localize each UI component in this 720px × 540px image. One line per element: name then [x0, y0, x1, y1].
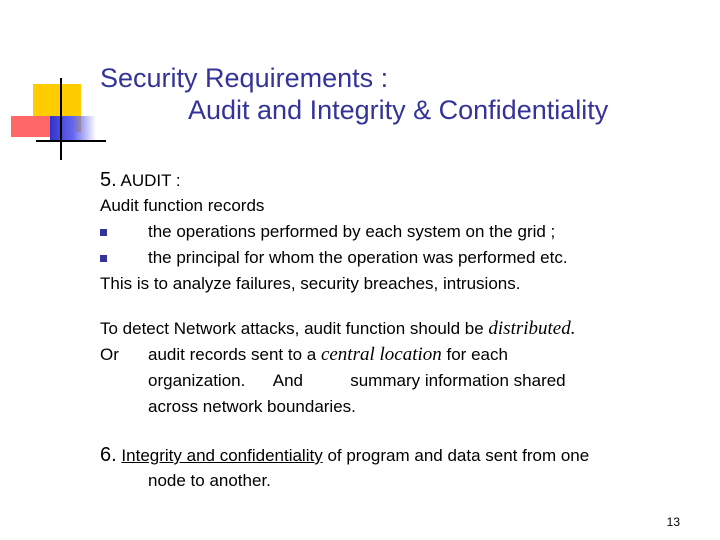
section-6-rest: of program and data sent from one	[322, 446, 590, 465]
slide-title	[100, 62, 608, 126]
title-line-1: Security Requirements :	[100, 63, 389, 93]
bullet-square-icon	[100, 255, 107, 262]
bullet-text: the principal for whom the operation was performed etc.	[148, 248, 568, 267]
section-5-heading	[100, 167, 700, 193]
title-line-2: Audit and Integrity & Confidentiality	[188, 95, 609, 125]
section-6-number: 6.	[100, 444, 117, 466]
detect-italic: distributed.	[488, 318, 576, 339]
or-italic: central location	[320, 344, 442, 365]
bullet-text: the operations performed by each system on the grid ;	[148, 222, 556, 241]
decor-blue-bar	[50, 116, 96, 142]
section-6-underlined: Integrity and confidentiality	[121, 446, 323, 465]
section-6-line-2	[100, 468, 700, 494]
across-line	[100, 394, 700, 420]
detect-text: To detect Network attacks, audit function should be	[100, 319, 489, 338]
or-label: Or	[100, 345, 119, 364]
section-5-label: AUDIT :	[120, 171, 181, 190]
page-number: 13	[666, 515, 680, 529]
section-6-line	[100, 442, 700, 468]
organization-line	[100, 368, 700, 394]
across-text: across network boundaries.	[148, 397, 356, 416]
organization-text: organization. And summary information shared	[148, 371, 566, 390]
audit-records-line: Audit function records	[100, 196, 265, 215]
section-5-number: 5.	[100, 169, 117, 191]
decor-horizontal-line	[36, 140, 106, 142]
bullet-square-icon	[100, 229, 107, 236]
bullet-item	[100, 219, 700, 245]
or-prefix: audit records sent to a	[148, 345, 321, 364]
decor-vertical-line	[60, 78, 62, 160]
section-6-line-2-text: node to another.	[148, 471, 271, 490]
or-line	[100, 342, 700, 368]
slide-body	[100, 167, 700, 494]
detect-line	[100, 316, 700, 342]
analyze-line: This is to analyze failures, security breaches, intrusions.	[100, 274, 521, 293]
or-text	[148, 342, 508, 368]
decor-red-bar	[11, 116, 55, 137]
bullet-item	[100, 245, 700, 271]
or-suffix: for each	[441, 345, 508, 364]
